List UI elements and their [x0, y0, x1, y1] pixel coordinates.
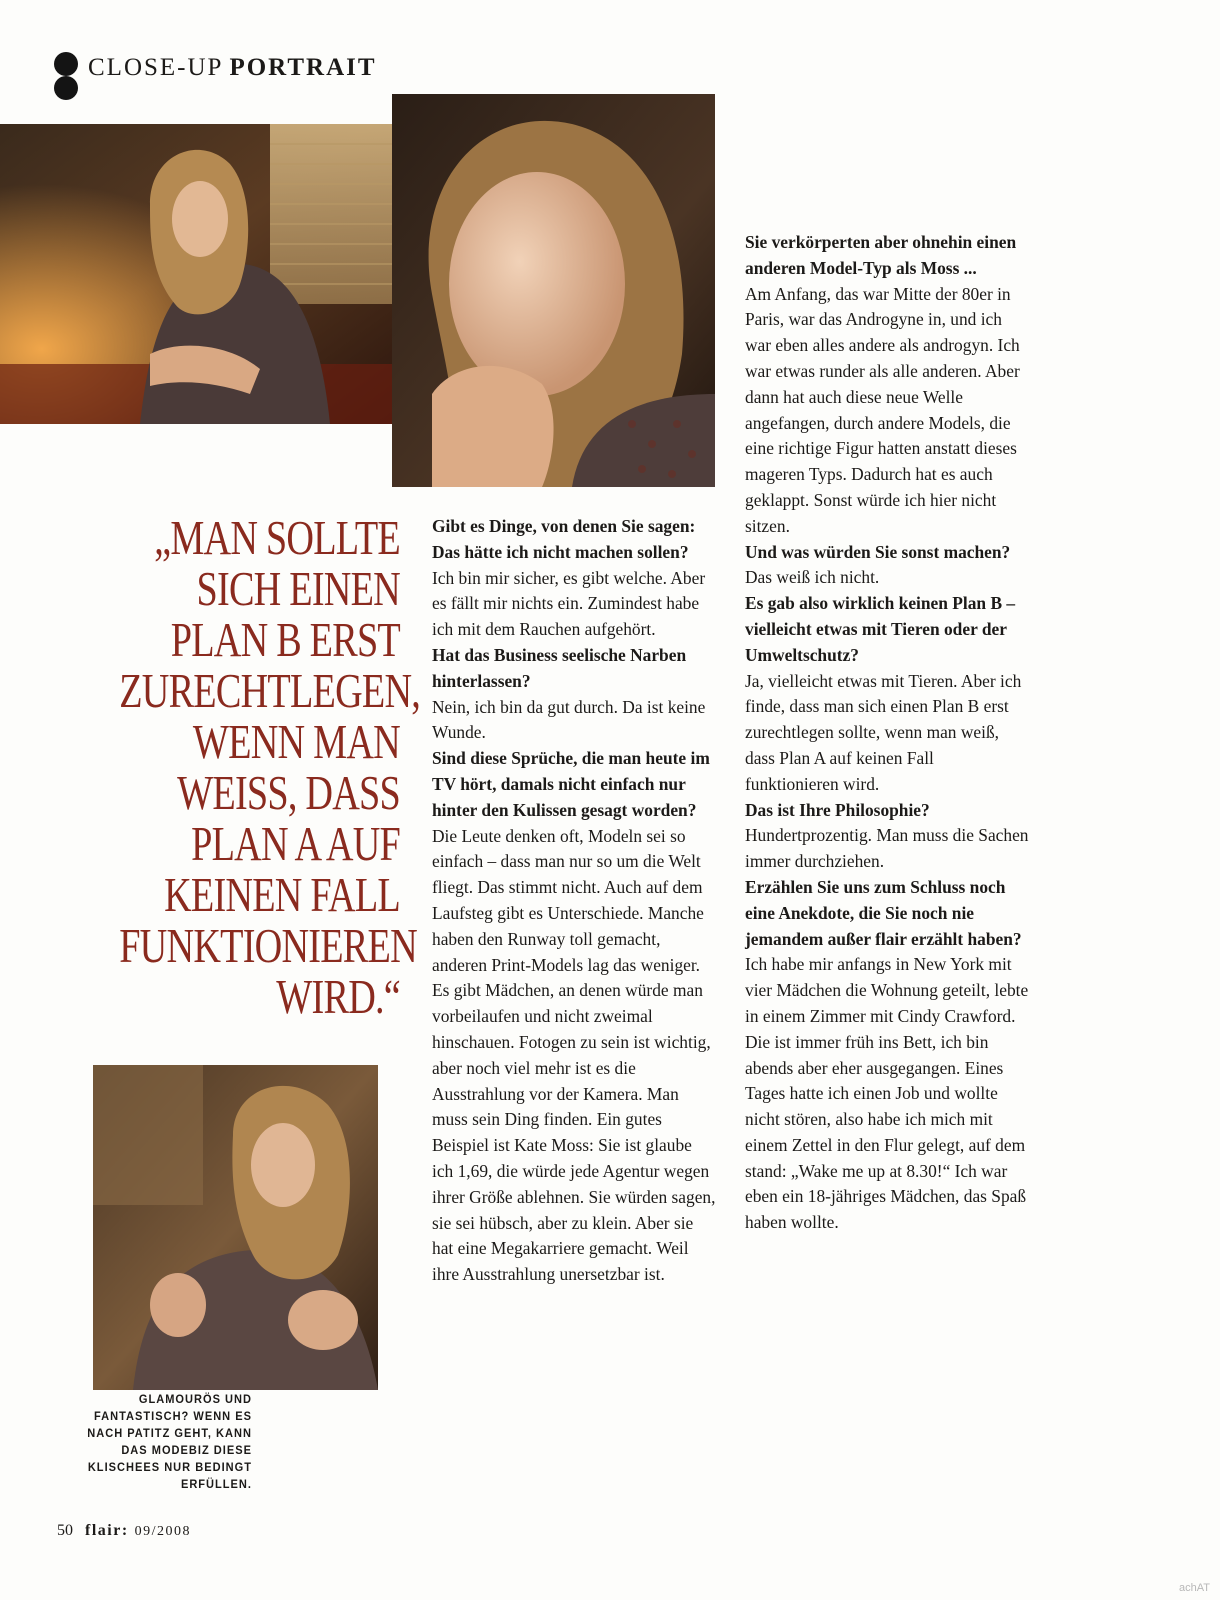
section-label: CLOSE-UP — [88, 54, 224, 81]
section-marker-icon — [54, 52, 78, 102]
photo-caption: GLAMOURÖS UND FANTASTISCH? WENN ES NACH PATITZ GEHT, KANN DAS MODEBIZ DIESE KLISCHEES NUR BEDINGT ERFÜLLEN. — [87, 1392, 253, 1491]
interview-question: Sie verkörperten aber ohnehin einen anderen Model-Typ als Moss ... — [745, 232, 1017, 278]
interview-answer: Die Leute denken oft, Modeln sei so einfach – dass man nur so um die Welt fliegt. Das stimmt nicht. Auch auf dem Laufsteg gibt es Unterschiede. Manche haben den Runway toll gemacht, anderen Print-Models lag das weniger. Es gibt Mädchen, an denen würde man vorbeilaufen und nicht zweimal hinschauen. Fotogen zu sein ist wichtig, aber noch viel mehr ist es die Ausstrahlung vor der Kamera. Man muss sein Ding finden. Ein gutes Beispiel ist Kate Moss: Sie ist glaube ich 1,69, die würde jede Agentur wegen ihrer Größe ablehnen. Sie würden sagen, sie sei hübsch, aber zu klein. Aber sie hat eine Megakarriere gemacht. Weil ihre Ausstrahlung unersetzbar ist. — [432, 825, 716, 1285]
magazine-name: flair: — [85, 1522, 129, 1539]
interview-answer: Ich bin mir sicher, es gibt welche. Aber es fällt mir nichts ein. Zumindest habe ich mit dem Rauchen aufgehört. — [432, 567, 706, 640]
photo-portrait-laughing — [93, 1065, 378, 1390]
interview-question: Und was würden Sie sonst machen? — [745, 541, 1011, 562]
interview-answer: Nein, ich bin da gut durch. Da ist keine Wunde. — [432, 696, 706, 743]
interview-question: Sind diese Sprüche, die man heute im TV hört, damals nicht einfach nur hinter den Kulissen gesagt worden? — [432, 748, 710, 820]
pull-quote: „MAN SOLLTE SICH EINEN PLAN B ERST ZURECHTLEGEN, WENN MAN WEISS, DASS PLAN A AUF KEINEN FALL FUNKTIONIEREN WIRD.“ — [119, 510, 421, 1024]
article-column-2 — [745, 230, 1030, 1236]
interview-answer: Ich habe mir anfangs in New York mit vier Mädchen die Wohnung geteilt, lebte in einem Zimmer mit Cindy Crawford. Die ist immer früh ins Bett, ich bin abends aber eher ausgegangen. Eines Tages hatte ich einen Job und wollte nicht stören, also habe ich mich mit einem Zettel in den Flur gelegt, auf dem stand: „Wake me up at 8.30!“ Ich war eben ein 18-jähriges Mädchen, das Spaß haben wollte. — [745, 954, 1029, 1233]
interview-answer: Ja, vielleicht etwas mit Tieren. Aber ich finde, dass man sich einen Plan B erst zurechtlegen sollte, wenn man weiß, dass Plan A auf keinen Fall funktionieren wird. — [745, 670, 1022, 794]
page-number: 50 — [57, 1522, 73, 1539]
interview-question: Hat das Business seelische Narben hinterlassen? — [432, 644, 687, 691]
photo-portrait-closeup — [392, 94, 715, 487]
interview-answer: Das weiß ich nicht. — [745, 567, 880, 588]
interview-question: Es gab also wirklich keinen Plan B – vielleicht etwas mit Tieren oder der Umweltschutz? — [745, 593, 1016, 665]
page-footer — [57, 1522, 191, 1540]
photo-portrait-seated — [0, 124, 415, 424]
interview-answer: Am Anfang, das war Mitte der 80er in Paris, war das Androgyne in, und ich war eben alles andere als androgyn. Ich war etwas runder als alle anderen. Aber dann hat auch diese neue Welle angefangen, durch andere Models, die eine richtige Figur hatten anstatt dieses mageren Typs. Dadurch hat es auch geklappt. Sonst würde ich hier nicht sitzen. — [745, 283, 1020, 536]
issue-date: 09/2008 — [134, 1524, 192, 1539]
watermark: achAT — [1179, 1582, 1210, 1594]
section-label-bold: PORTRAIT — [229, 54, 377, 81]
interview-question: Erzählen Sie uns zum Schluss noch eine Anekdote, die Sie noch nie jemandem außer flair erzählt haben? — [745, 876, 1022, 949]
interview-question: Das ist Ihre Philosophie? — [745, 799, 930, 820]
interview-answer: Hundertprozentig. Man muss die Sachen immer durchziehen. — [745, 825, 1029, 872]
section-header — [88, 53, 377, 83]
article-column-1 — [432, 514, 717, 1288]
interview-question: Gibt es Dinge, von denen Sie sagen: Das hätte ich nicht machen sollen? — [432, 516, 696, 562]
